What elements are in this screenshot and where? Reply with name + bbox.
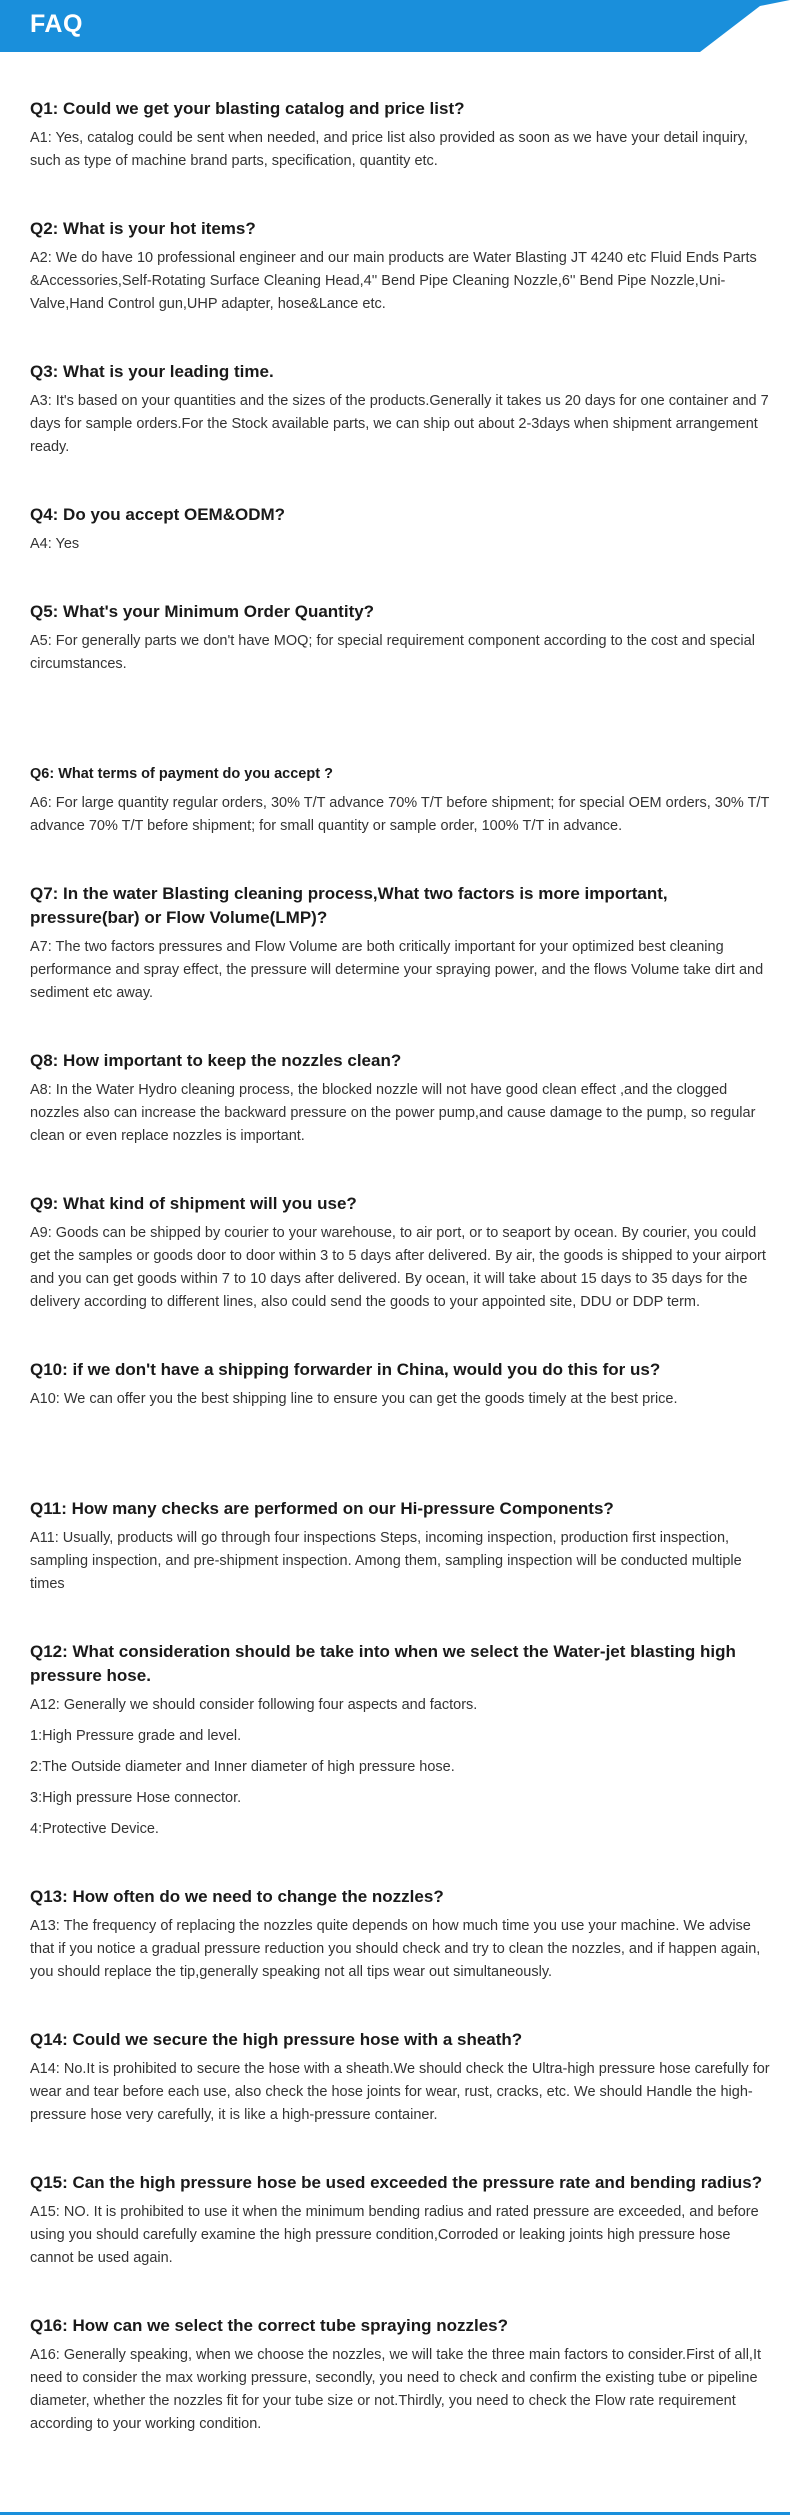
faq-item-10 xyxy=(30,1358,770,1411)
faq-item-5 xyxy=(30,600,770,676)
answer-12-item-1: 1:High Pressure grade and level. xyxy=(30,1728,242,1744)
question-12: Q12: What consideration should be take into when we select the Water-jet blasting high pressure hose. xyxy=(30,1642,736,1685)
answer-10: A10: We can offer you the best shipping line to ensure you can get the goods timely at the best price. xyxy=(30,1391,678,1407)
answer-11: A11: Usually, products will go through four inspections Steps, incoming inspection, production first inspection, sampling inspection, and pre-shipment inspection. Among them, sampling inspection will be conducted multiple times xyxy=(30,1530,742,1592)
question-1: Q1: Could we get your blasting catalog and price list? xyxy=(30,99,465,118)
question-8: Q8: How important to keep the nozzles clean? xyxy=(30,1051,402,1070)
question-16: Q16: How can we select the correct tube spraying nozzles? xyxy=(30,2316,509,2335)
faq-item-6 xyxy=(30,762,770,838)
faq-item-8 xyxy=(30,1049,770,1148)
faq-title: FAQ xyxy=(30,10,83,38)
faq-item-11 xyxy=(30,1497,770,1596)
question-10: Q10: if we don't have a shipping forwarder in China, would you do this for us? xyxy=(30,1360,661,1379)
answer-2: A2: We do have 10 professional engineer and our main products are Water Blasting JT 4240 etc Fluid Ends Parts &Accessories,Self-Rotating Surface Cleaning Head,4'' Bend Pipe Cleaning Nozzle,6'' Bend Pipe Nozzle,Uni-Valve,Hand Control gun,UHP adapter, hose&Lance etc. xyxy=(30,250,757,312)
answer-8: A8: In the Water Hydro cleaning process, the blocked nozzle will not have good clean effect ,and the clogged nozzles also can increase the backward pressure on the power pump,and cause damage to the pump, so regular clean or even replace nozzles is important. xyxy=(30,1082,756,1144)
answer-12-item-4: 4:Protective Device. xyxy=(30,1821,159,1837)
answer-1: A1: Yes, catalog could be sent when needed, and price list also provided as soon as we have your detail inquiry, such as type of machine brand parts, specification, quantity etc. xyxy=(30,130,748,169)
answer-7: A7: The two factors pressures and Flow Volume are both critically important for your optimized best cleaning performance and spray effect, the pressure will determine your spraying power, and the flows Volume take dirt and sediment etc away. xyxy=(30,939,764,1001)
answer-12-item-3: 3:High pressure Hose connector. xyxy=(30,1790,242,1806)
faq-item-15 xyxy=(30,2171,770,2270)
faq-item-3 xyxy=(30,360,770,459)
faq-item-4 xyxy=(30,503,770,556)
question-14: Q14: Could we secure the high pressure hose with a sheath? xyxy=(30,2030,523,2049)
faq-item-2 xyxy=(30,217,770,316)
answer-6: A6: For large quantity regular orders, 30% T/T advance 70% T/T before shipment; for special OEM orders, 30% T/T advance 70% T/T before shipment; for small quantity or sample order, 100% T/T in advance. xyxy=(30,795,770,834)
faq-item-14 xyxy=(30,2028,770,2127)
question-7: Q7: In the water Blasting cleaning process,What two factors is more important, pressure(bar) or Flow Volume(LMP)? xyxy=(30,884,668,927)
answer-16: A16: Generally speaking, when we choose the nozzles, we will take the three main factors to consider.First of all,It need to consider the max working pressure, secondly, you need to check and confirm the existing tube or pipeline diameter, whether the nozzles fit for your tube size or not.Thirdly, you need to check the Flow rate requirement according to your working condition. xyxy=(30,2347,762,2432)
faq-list xyxy=(30,97,770,2480)
answer-12: A12: Generally we should consider following four aspects and factors. xyxy=(30,1697,478,1713)
question-4: Q4: Do you accept OEM&ODM? xyxy=(30,505,286,524)
question-6: Q6: What terms of payment do you accept ? xyxy=(30,766,333,782)
question-13: Q13: How often do we need to change the nozzles? xyxy=(30,1887,444,1906)
answer-3: A3: It's based on your quantities and the sizes of the products.Generally it takes us 20 days for one container and 7 days for sample orders.For the Stock available parts, we can ship out about 2-3days when shipment arrangement ready. xyxy=(30,393,769,455)
answer-15: A15: NO. It is prohibited to use it when the minimum bending radius and rated pressure are exceeded, and before using you should carefully examine the high pressure condition,Corroded or leaking joints high pressure hose cannot be used again. xyxy=(30,2204,759,2266)
faq-item-16 xyxy=(30,2314,770,2436)
answer-4: A4: Yes xyxy=(30,536,80,552)
faq-item-1 xyxy=(30,97,770,173)
faq-item-7 xyxy=(30,882,770,1005)
answer-9: A9: Goods can be shipped by courier to your warehouse, to air port, or to seaport by ocean. By courier, you could get the samples or goods door to door within 3 to 5 days after delivered. By air, the goods is shipped to your airport and you can get goods within 7 to 10 days after delivered. By ocean, it will take about 15 days to 35 days for the delivery according to different lines, also could send the goods to your appointed site, DDU or DDP term. xyxy=(30,1225,766,1310)
question-9: Q9: What kind of shipment will you use? xyxy=(30,1194,357,1213)
answer-13: A13: The frequency of replacing the nozzles quite depends on how much time you use your machine. We advise that if you notice a gradual pressure reduction you should check and try to clean the nozzles, and if happen again, you should replace the tip,generally speaking not all tips wear out simultaneously. xyxy=(30,1918,761,1980)
answer-12-item-2: 2:The Outside diameter and Inner diameter of high pressure hose. xyxy=(30,1759,455,1775)
faq-banner-shape xyxy=(0,0,790,52)
question-5: Q5: What's your Minimum Order Quantity? xyxy=(30,602,375,621)
faq-item-13 xyxy=(30,1885,770,1984)
answer-14: A14: No.It is prohibited to secure the hose with a sheath.We should check the Ultra-high pressure hose carefully for wear and tear before each use, also check the hose joints for wear, rust, cracks, etc. We should Handle the high-pressure hose very carefully, it is like a high-pressure container. xyxy=(30,2061,770,2123)
question-11: Q11: How many checks are performed on our Hi-pressure Components? xyxy=(30,1499,614,1518)
faq-item-12 xyxy=(30,1640,770,1841)
faq-banner xyxy=(0,0,790,52)
answer-5: A5: For generally parts we don't have MOQ; for special requirement component according to the cost and special circumstances. xyxy=(30,633,755,672)
faq-item-9 xyxy=(30,1192,770,1314)
question-15: Q15: Can the high pressure hose be used exceeded the pressure rate and bending radius? xyxy=(30,2173,763,2192)
question-2: Q2: What is your hot items? xyxy=(30,219,256,238)
question-3: Q3: What is your leading time. xyxy=(30,362,274,381)
